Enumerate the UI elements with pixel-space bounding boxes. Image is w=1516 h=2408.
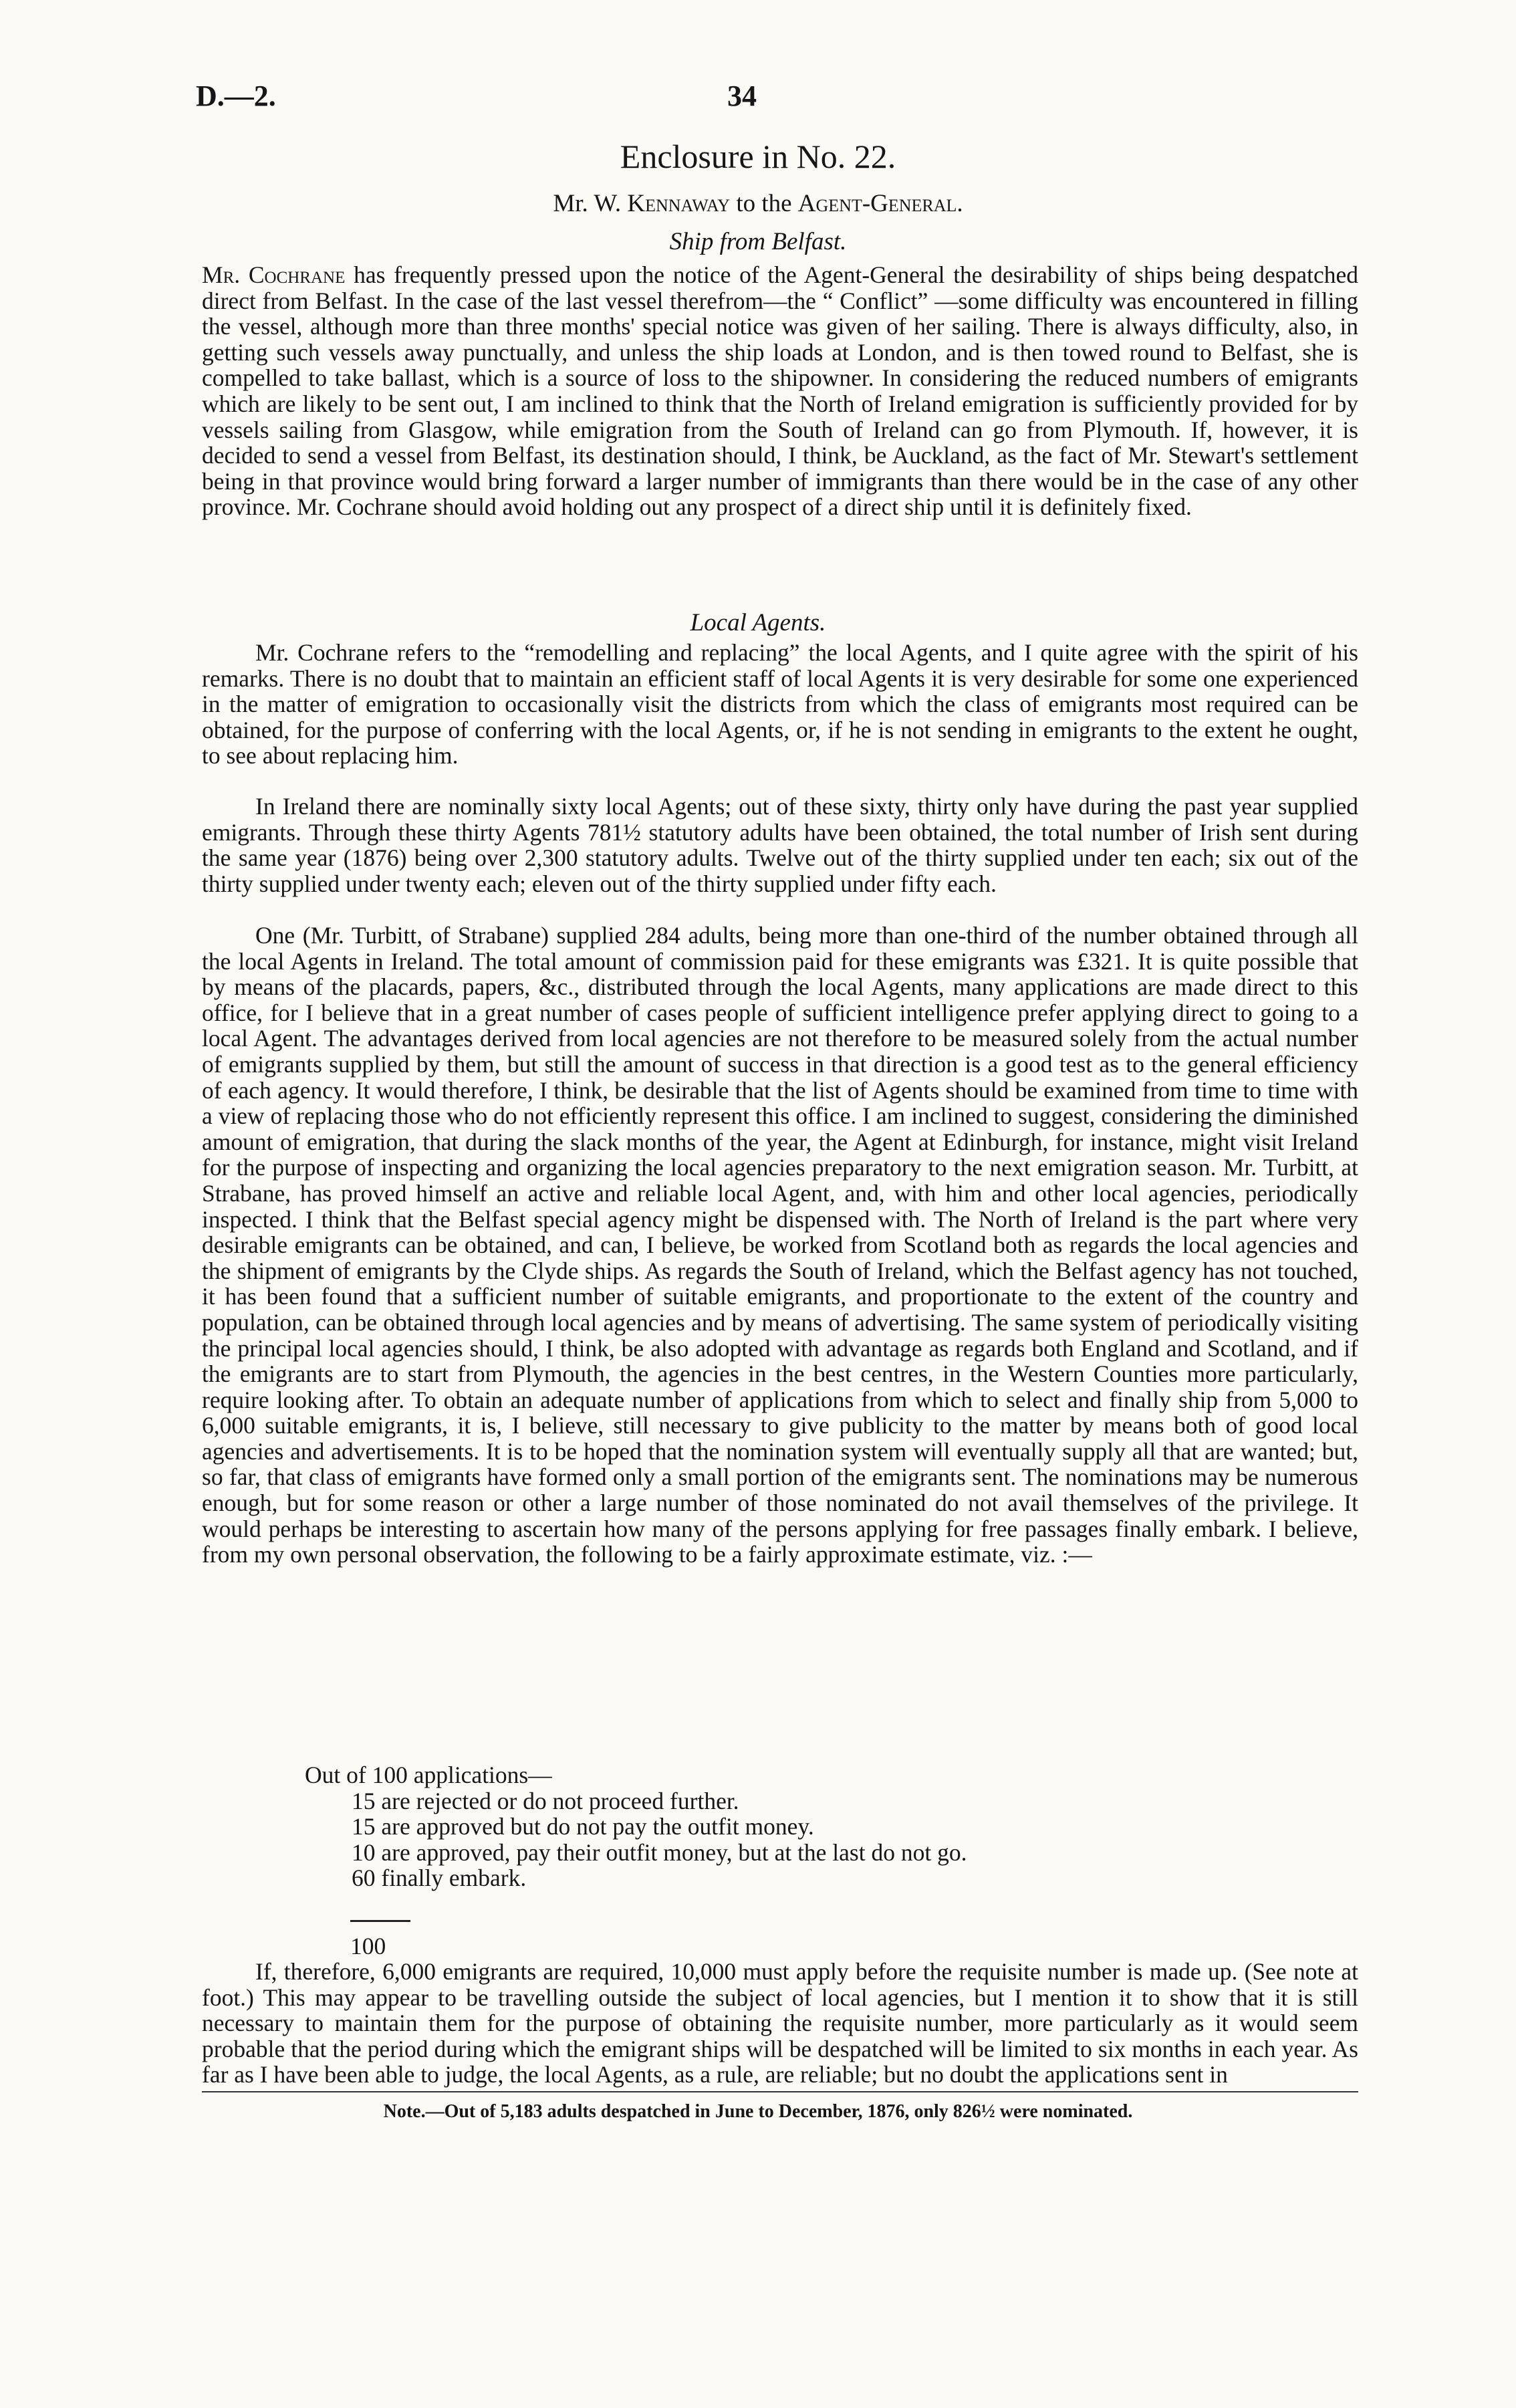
subtitle-recipient: Agent-General [797, 190, 957, 217]
ship-from-belfast-heading: Ship from Belfast. [669, 228, 847, 255]
closing-paragraph: If, therefore, 6,000 emigrants are required, 10,000 must apply before the requisite number is made up. (See note at foot.) This may appear to be travelling outside the subject of local agencies, but I mention it to show that it is still necessary to maintain them for the purpose of obtaining the requisite number, more particularly as it would seem probable that the period during which the emigrant ships will be despatched will be limited to six months in each year. As far as I have been able to judge, the local Agents, as a rule, are reliable; but no doubt the applications sent in [202, 1958, 1358, 2088]
subtitle-prefix: Mr. W. [553, 190, 628, 217]
list-item: 60 finally embark. [352, 1864, 527, 1892]
list-item: 15 are approved but do not pay the outfit money. [352, 1813, 814, 1840]
subtitle-suffix: . [957, 190, 963, 217]
list-item: 15 are rejected or do not proceed further. [352, 1787, 739, 1814]
applications-total: 100 [350, 1933, 386, 1959]
page-number: 34 [727, 80, 757, 112]
applications-intro: Out of 100 applications— [305, 1762, 552, 1788]
subtitle-middle: to the [730, 190, 798, 217]
footnote-divider [202, 2091, 1358, 2092]
local-agents-heading: Local Agents. [690, 609, 826, 636]
footnote: Note.—Out of 5,183 adults despatched in June to December, 1876, only 826½ were nominated. [383, 2101, 1133, 2122]
enclosure-title: Enclosure in No. 22. [620, 138, 896, 175]
ship-paragraph-lead: Mr. Cochrane [202, 261, 346, 288]
local-agents-paragraph-3: One (Mr. Turbitt, of Strabane) supplied 284 adults, being more than one-third of the number obtained through all the local Agents in Ireland. The total amount of commission paid for these emigrants was £321. It is quite possible that by means of the placards, papers, &c., distributed through the local Agents, many applications are made direct to this office, for I believe that in a great number of cases people of sufficient intelligence prefer applying direct to going to a local Agent. The advantages derived from local agencies are not therefore to be measured solely from the actual number of emigrants supplied by them, but still the amount of success in that direction is a good test as to the general efficiency of each agency. It would therefore, I think, be desirable that the list of Agents should be examined from time to time with a view of replacing those who do not efficiently represent this office. I am inclined to suggest, considering the diminished amount of emigration, that during the slack months of the year, the Agent at Edinburgh, for instance, might visit Ireland for the purpose of inspecting and organizing the local agencies preparatory to the next emigration season. Mr. Turbitt, at Strabane, has proved himself an active and reliable local Agent, and, with him and other local agencies, periodically inspected. I think that the Belfast special agency might be dispensed with. The North of Ireland is the part where very desirable emigrants can be obtained, and can, I believe, be worked from Scotland both as regards the local agencies and the shipment of emigrants by the Clyde ships. As regards the South of Ireland, which the Belfast agency has not touched, it has been found that a sufficient number of suitable emigrants, and proportionate to the extent of the country and population, can be obtained through local agencies and by means of advertising. The same system of periodically visiting the principal local agencies should, I think, be also adopted with advantage as regards both England and Scotland, and if the emigrants are to start from Plymouth, the agencies in the best centres, in the Western Counties more particularly, require looking after. To obtain an adequate number of applications from which to select and finally ship from 5,000 to 6,000 suitable emigrants, it is, I believe, still necessary to give publicity to the matter by means both of good local agencies and advertisements. It is to be hoped that the nomination system will eventually supply all that are wanted; but, so far, that class of emigrants have formed only a small portion of the emigrants sent. The nominations may be numerous enough, but for some reason or other a large number of those nominated do not avail themselves of the privilege. It would perhaps be interesting to ascertain how many of the persons applying for free passages finally embark. I believe, from my own personal observation, the following to be a fairly approximate estimate, viz. :— [202, 922, 1358, 1568]
ship-paragraph [202, 262, 1358, 520]
local-agents-paragraph-2: In Ireland there are nominally sixty local Agents; out of these sixty, thirty only have during the past year supplied emigrants. Through these thirty Agents 781½ statutory adults have been obtained, the total number of Irish sent during the same year (1876) being over 2,300 statutory adults. Twelve out of the thirty supplied under ten each; six out of the thirty supplied under twenty each; eleven out of the thirty supplied under fifty each. [202, 793, 1358, 897]
local-agents-paragraph-1: Mr. Cochrane refers to the “remodelling and replacing” the local Agents, and I quite agree with the spirit of his remarks. There is no doubt that to maintain an efficient staff of local Agents it is very desirable for some one experienced in the matter of emigration to occasionally visit the districts from which the class of emigrants most required can be obtained, for the purpose of conferring with the local Agents, or, if he is not sending in emigrants to the extent he ought, to see about replacing him. [202, 639, 1358, 769]
sum-rule-divider [350, 1920, 410, 1922]
list-item: 10 are approved, pay their outfit money, but at the last do not go. [352, 1838, 967, 1866]
subtitle-sender: Kennaway [627, 190, 731, 217]
ship-paragraph-text: has frequently pressed upon the notice of the Agent-General the desirability of ships being despatched direct from Belfast. In the case of the last vessel therefrom—the “ Conflict” —some difficulty was encountered in filling the vessel, although more than three months' special notice was given of her sailing. There is always difficulty, also, in getting such vessels away punctually, and unless the ship loads at London, and is then towed round to Belfast, she is compelled to take ballast, which is a source of loss to the shipowner. In considering the reduced numbers of emigrants which are likely to be sent out, I am inclined to think that the North of Ireland emigration is sufficiently provided for by vessels sailing from Glasgow, while emigration from the South of Ireland can go from Plymouth. If, however, it is decided to send a vessel from Belfast, its destination should, I think, be Auckland, as the fact of Mr. Stewart's settlement being in that province would bring forward a larger number of immigrants than there would be in the case of any other province. Mr. Cochrane should avoid holding out any prospect of a direct ship until it is definitely fixed. [202, 261, 1359, 521]
document-reference: D.—2. [196, 80, 276, 112]
applications-breakdown [202, 1762, 1358, 1891]
letter-subtitle [0, 189, 1516, 218]
